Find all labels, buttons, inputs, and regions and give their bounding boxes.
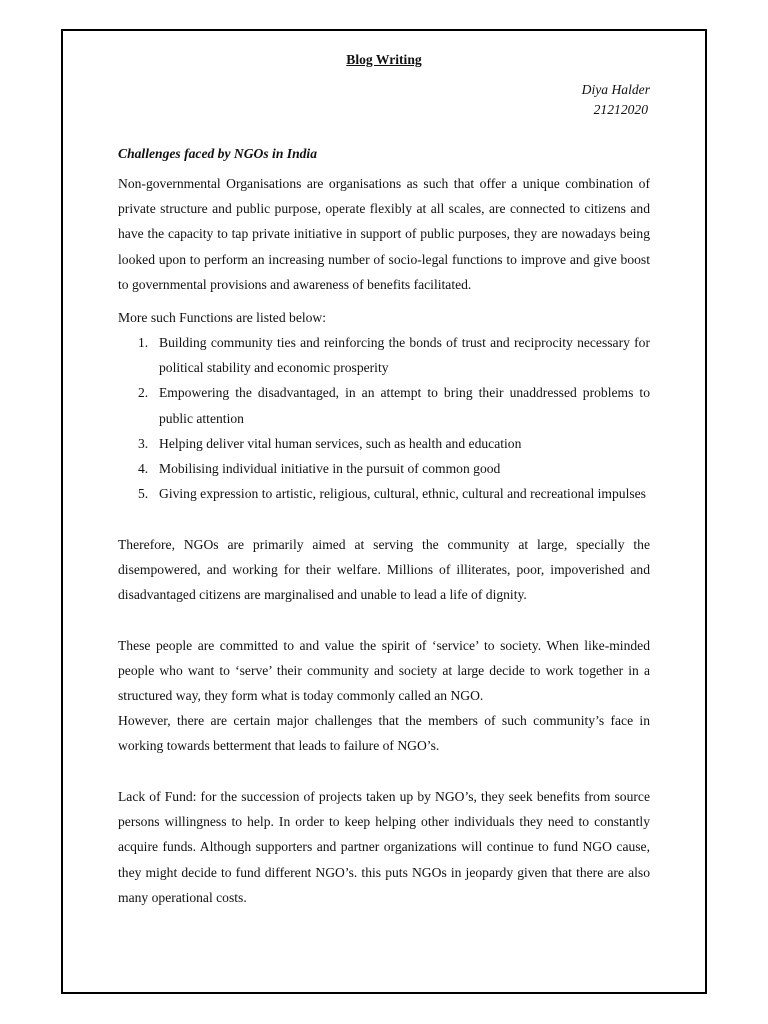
- list-item: [118, 380, 650, 430]
- list-intro: More such Functions are listed below:: [118, 310, 327, 325]
- author-name: Diya Halder: [581, 82, 650, 97]
- therefore-paragraph: Therefore, NGOs are primarily aimed at serving the community at large, specially the disempowered, and working for their welfare. Millions of illiterates, poor, impoverished and disadvantaged citizens are marginalised and unable to lead a life of dignity.: [118, 537, 650, 603]
- list-item: [118, 456, 650, 481]
- list-number: 5.: [138, 486, 149, 502]
- lack-of-fund-paragraph: Lack of Fund: for the succession of projects taken up by NGO’s, they seek benefits from source persons willingness to help. In order to keep helping other individuals they need to constantly acquire funds. Although supporters and partner organizations will continue to fund NGO cause, they might decide to fund different NGO’s. this puts NGOs in jeopardy given that there are also many operational costs.: [118, 789, 650, 905]
- author-id: 21212020: [593, 102, 648, 117]
- list-number: 3.: [138, 435, 149, 451]
- list-item: [118, 481, 650, 506]
- author-block: [582, 80, 650, 120]
- challenges-paragraph: However, there are certain major challenges that the members of such community’s face in working towards betterment that leads to failure of NGO’s.: [118, 713, 650, 754]
- list-number: 1.: [138, 335, 149, 350]
- document-title: Blog Writing: [346, 52, 422, 67]
- list-number: 4.: [138, 461, 149, 477]
- list-item-text: Giving expression to artistic, religious, cultural, ethnic, cultural and recreational impulses: [159, 486, 646, 502]
- list-item-text: Mobilising individual initiative in the pursuit of common good: [159, 461, 501, 477]
- list-item-text: Helping deliver vital human services, such as health and education: [159, 435, 522, 451]
- functions-list: [118, 330, 650, 506]
- section-heading: Challenges faced by NGOs in India: [118, 146, 318, 161]
- intro-paragraph: Non-governmental Organisations are organisations as such that offer a unique combination of private structure and public purpose, operate flexibly at all scales, are connected to citizens and have the capacity to tap private initiative in support of public purposes, they are nowadays being looked upon to perform an increasing number of socio-legal functions to improve and give boost to governmental provisions and awareness of benefits facilitated.: [118, 176, 650, 292]
- list-item-text: Building community ties and reinforcing the bonds of trust and reciprocity necessary for political stability and economic prosperity: [159, 335, 650, 376]
- list-number: 2.: [138, 385, 149, 401]
- list-item: [118, 431, 650, 456]
- service-paragraph: These people are committed to and value the spirit of ‘service’ to society. When like-minded people who want to ‘serve’ their community and society at large decide to work together in a structured way, they form what is today commonly called an NGO.: [118, 638, 650, 704]
- list-item: [118, 330, 650, 380]
- list-item-text: Empowering the disadvantaged, in an attempt to bring their unaddressed problems to public attention: [159, 385, 650, 426]
